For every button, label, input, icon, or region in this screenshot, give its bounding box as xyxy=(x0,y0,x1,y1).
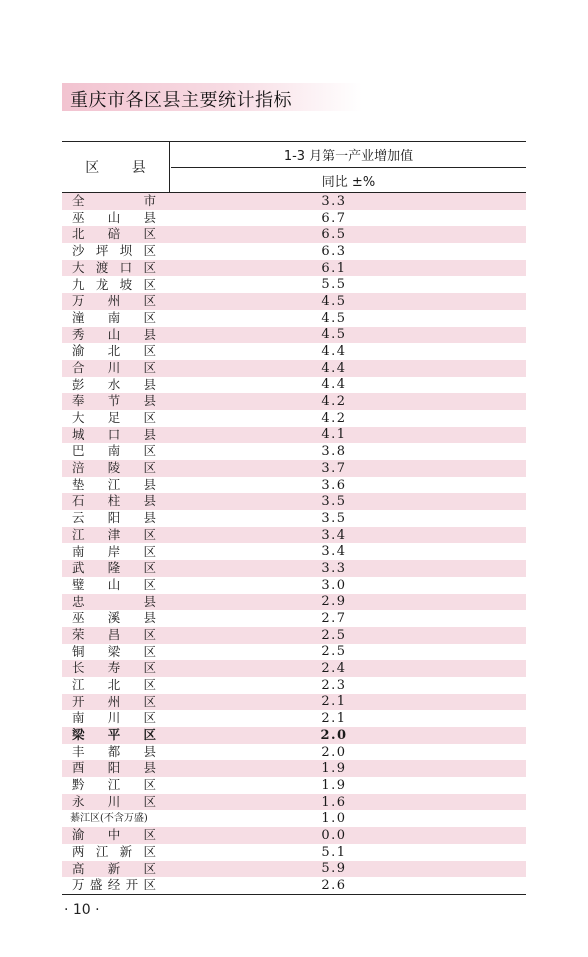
region-name-char: 区 xyxy=(143,410,156,426)
region-name-char: 阳 xyxy=(107,510,121,526)
table-row xyxy=(62,560,526,577)
statistics-table xyxy=(62,141,526,895)
region-name-char: 黔 xyxy=(72,777,85,793)
growth-value: 1.6 xyxy=(321,794,347,810)
region-name-char: 两 xyxy=(72,843,85,859)
growth-value: 2.4 xyxy=(321,661,347,677)
region-name xyxy=(62,377,170,394)
table-row xyxy=(62,327,526,344)
region-name xyxy=(62,644,170,661)
region-name-char: 川 xyxy=(107,359,121,375)
title-band xyxy=(62,83,362,111)
region-name xyxy=(62,443,170,460)
region-name-char: 节 xyxy=(107,393,121,409)
region-name-char: 溪 xyxy=(107,610,121,626)
region-name-char: 涪 xyxy=(72,460,85,476)
region-name-char: 区 xyxy=(143,460,156,476)
region-name xyxy=(62,727,170,744)
growth-value: 2.1 xyxy=(321,711,347,727)
region-name-char: 坡 xyxy=(119,276,133,292)
region-name-char: 县 xyxy=(143,326,156,342)
region-name-char: 区 xyxy=(143,526,156,542)
table-row xyxy=(62,577,526,594)
region-name-char: 坪 xyxy=(95,243,109,259)
table-row xyxy=(62,443,526,460)
region-name-char: 垫 xyxy=(72,476,85,492)
table-row xyxy=(62,260,526,277)
region-name-char: 长 xyxy=(72,660,85,676)
region-name-char: 合 xyxy=(72,359,85,375)
region-name-char: 云 xyxy=(72,510,85,526)
region-name-char: 万 xyxy=(72,877,85,893)
region-name-char: 南 xyxy=(107,309,121,325)
region-name-char: 城 xyxy=(72,426,85,442)
region-name xyxy=(62,293,170,310)
region-name-char: 足 xyxy=(107,410,121,426)
table-row xyxy=(62,660,526,677)
table-row xyxy=(62,744,526,761)
region-name-char: 巫 xyxy=(72,610,85,626)
table-row xyxy=(62,844,526,861)
region-name-char: 县 xyxy=(143,510,156,526)
region-name-char: 水 xyxy=(107,376,121,392)
region-name-char: 区 xyxy=(143,777,156,793)
region-name-char: 南 xyxy=(72,710,85,726)
growth-value: 3.5 xyxy=(321,510,347,526)
region-name xyxy=(62,877,170,894)
region-name-char: 武 xyxy=(72,560,85,576)
region-name xyxy=(62,360,170,377)
growth-value: 2.0 xyxy=(321,744,347,760)
region-name-char: 州 xyxy=(107,293,121,309)
region-name-char: 口 xyxy=(119,259,133,275)
table-row xyxy=(62,477,526,494)
region-name-char: 区 xyxy=(143,309,156,325)
region-name-char: 潼 xyxy=(72,309,85,325)
region-name-char: 区 xyxy=(143,243,156,259)
region-name-char: 江 xyxy=(72,677,85,693)
header-region: 区 县 xyxy=(62,142,170,192)
table-row xyxy=(62,694,526,711)
growth-value: 3.7 xyxy=(321,460,347,476)
region-name xyxy=(62,193,170,210)
table-row xyxy=(62,410,526,427)
region-name xyxy=(62,427,170,444)
region-name-char: 山 xyxy=(107,576,121,592)
table-row xyxy=(62,510,526,527)
region-name-char: 县 xyxy=(143,476,156,492)
region-name-char: 新 xyxy=(119,843,133,859)
region-name-char: 区 xyxy=(143,276,156,292)
region-name-char: 全 xyxy=(72,193,85,209)
table-row xyxy=(62,276,526,293)
region-name-char: 北 xyxy=(107,343,121,359)
region-name-char: 区 xyxy=(143,543,156,559)
region-name-char: 区 xyxy=(143,827,156,843)
region-name-char: 区 xyxy=(143,259,156,275)
table-row xyxy=(62,877,526,894)
region-name-char: 口 xyxy=(107,426,121,442)
region-name-char: 酉 xyxy=(72,760,85,776)
growth-value: 6.3 xyxy=(321,243,347,259)
region-name-char: 江 xyxy=(72,526,85,542)
region-name xyxy=(62,777,170,794)
region-name-char: 丰 xyxy=(72,743,85,759)
region-name-char: 梁 xyxy=(72,727,85,743)
region-name-char: 区 xyxy=(143,877,156,893)
region-name xyxy=(62,410,170,427)
region-name xyxy=(62,810,170,827)
region-name xyxy=(62,627,170,644)
region-name-char: 开 xyxy=(72,693,85,709)
region-name xyxy=(62,827,170,844)
growth-value: 2.5 xyxy=(321,627,347,643)
region-name-char: 区 xyxy=(143,793,156,809)
region-name-char: 奉 xyxy=(72,393,85,409)
region-name-char: 彭 xyxy=(72,376,85,392)
growth-value: 2.5 xyxy=(321,644,347,660)
region-name-char: 大 xyxy=(72,410,85,426)
region-name-char: 区 xyxy=(143,443,156,459)
region-name xyxy=(62,710,170,727)
region-name-char: 区 xyxy=(143,660,156,676)
table-row xyxy=(62,243,526,260)
table-row xyxy=(62,226,526,243)
table-row xyxy=(62,493,526,510)
region-name-char: 县 xyxy=(143,209,156,225)
region-name-char: 高 xyxy=(72,860,85,876)
table-body xyxy=(62,193,526,894)
table-row xyxy=(62,627,526,644)
region-name-char: 昌 xyxy=(107,626,121,642)
region-name-char: 铜 xyxy=(72,643,85,659)
region-name-char: 县 xyxy=(143,493,156,509)
growth-value: 3.8 xyxy=(321,444,347,460)
region-name-char: 中 xyxy=(107,827,121,843)
region-name-char: 荣 xyxy=(72,626,85,642)
table-header xyxy=(62,141,526,193)
region-name xyxy=(62,744,170,761)
growth-value: 4.1 xyxy=(321,427,347,443)
growth-value: 3.4 xyxy=(321,527,347,543)
region-name xyxy=(62,226,170,243)
region-name-char: 江 xyxy=(107,777,121,793)
region-name-char: 北 xyxy=(107,677,121,693)
table-row xyxy=(62,794,526,811)
region-name-char: 柱 xyxy=(107,493,121,509)
table-bottom-rule xyxy=(62,894,526,895)
region-name xyxy=(62,861,170,878)
region-name-char: 区 xyxy=(143,677,156,693)
region-name-char: 巴 xyxy=(72,443,85,459)
table-row xyxy=(62,377,526,394)
region-name xyxy=(62,794,170,811)
region-name-char: 县 xyxy=(143,743,156,759)
region-name-char: 坝 xyxy=(119,243,133,259)
table-row xyxy=(62,460,526,477)
region-name-char: 江 xyxy=(95,843,109,859)
region-name-char: 陵 xyxy=(107,460,121,476)
region-name xyxy=(62,760,170,777)
growth-value: 3.4 xyxy=(321,544,347,560)
growth-value: 4.5 xyxy=(321,310,347,326)
region-name-char: 川 xyxy=(107,793,121,809)
growth-value: 6.5 xyxy=(321,227,347,243)
region-name-char: 区 xyxy=(143,843,156,859)
region-name-char: 州 xyxy=(107,693,121,709)
table-row xyxy=(62,710,526,727)
region-name xyxy=(62,276,170,293)
region-name-char: 区 xyxy=(143,226,156,242)
growth-value: 3.3 xyxy=(321,560,347,576)
region-name-char: 綦江区(不含万盛) xyxy=(70,812,148,824)
region-name xyxy=(62,543,170,560)
table-row xyxy=(62,810,526,827)
region-name xyxy=(62,560,170,577)
growth-value: 4.5 xyxy=(321,327,347,343)
region-name-char: 区 xyxy=(143,359,156,375)
region-name-char: 璧 xyxy=(72,576,85,592)
table-row xyxy=(62,644,526,661)
growth-value: 3.3 xyxy=(321,193,347,209)
growth-value: 1.0 xyxy=(321,811,347,827)
growth-value: 3.6 xyxy=(321,477,347,493)
region-name-char: 大 xyxy=(72,259,85,275)
header-indicator: 1-3 月第一产业增加值 xyxy=(171,142,526,168)
table-row xyxy=(62,610,526,627)
growth-value: 2.3 xyxy=(321,677,347,693)
region-name-char: 江 xyxy=(107,476,121,492)
table-row xyxy=(62,594,526,611)
page-title: 重庆市各区县主要统计指标 xyxy=(70,90,292,111)
region-name-char: 县 xyxy=(143,376,156,392)
growth-value: 2.0 xyxy=(320,727,348,743)
region-name-char: 区 xyxy=(143,860,156,876)
table-row xyxy=(62,677,526,694)
region-name-char: 津 xyxy=(107,526,121,542)
region-name-char: 万 xyxy=(72,293,85,309)
growth-value: 4.2 xyxy=(321,410,347,426)
region-name-char: 龙 xyxy=(95,276,109,292)
region-name-char: 北 xyxy=(72,226,85,242)
table-row xyxy=(62,293,526,310)
region-name-char: 隆 xyxy=(107,560,121,576)
region-name xyxy=(62,694,170,711)
table-row xyxy=(62,777,526,794)
growth-value: 6.7 xyxy=(321,210,347,226)
region-name-char: 区 xyxy=(143,343,156,359)
region-name-char: 经 xyxy=(107,877,121,893)
region-name-char: 秀 xyxy=(72,326,85,342)
region-name-char: 南 xyxy=(107,443,121,459)
region-name xyxy=(62,527,170,544)
region-name-char: 开 xyxy=(125,877,139,893)
region-name-char: 山 xyxy=(107,209,121,225)
region-name-char: 梁 xyxy=(107,643,121,659)
header-unit: 同比 ±% xyxy=(321,174,376,190)
table-row xyxy=(62,543,526,560)
region-name-char: 寿 xyxy=(107,660,121,676)
growth-value: 5.1 xyxy=(321,844,347,860)
growth-value: 0.0 xyxy=(321,827,347,843)
growth-value: 4.4 xyxy=(321,377,347,393)
region-name-char: 县 xyxy=(143,593,156,609)
region-name-char: 渝 xyxy=(72,343,85,359)
region-name-char: 区 xyxy=(143,727,156,743)
growth-value: 4.4 xyxy=(321,360,347,376)
growth-value: 2.7 xyxy=(321,611,347,627)
region-name xyxy=(62,594,170,611)
region-name-char: 都 xyxy=(107,743,121,759)
region-name-char: 巫 xyxy=(72,209,85,225)
region-name-char: 区 xyxy=(143,710,156,726)
table-row xyxy=(62,360,526,377)
table-row xyxy=(62,760,526,777)
growth-value: 2.9 xyxy=(321,594,347,610)
growth-value: 3.5 xyxy=(321,494,347,510)
region-name xyxy=(62,610,170,627)
region-name-char: 县 xyxy=(143,760,156,776)
region-name xyxy=(62,343,170,360)
region-name-char: 山 xyxy=(107,326,121,342)
region-name-char: 碚 xyxy=(107,226,121,242)
region-name-char: 区 xyxy=(143,626,156,642)
region-name xyxy=(62,577,170,594)
region-name-char: 区 xyxy=(143,293,156,309)
region-name-char: 市 xyxy=(143,193,156,209)
region-name xyxy=(62,493,170,510)
region-name-char: 平 xyxy=(107,727,121,743)
table-row xyxy=(62,827,526,844)
region-name-char: 县 xyxy=(143,610,156,626)
region-name-char: 新 xyxy=(107,860,121,876)
growth-value: 5.9 xyxy=(321,861,347,877)
growth-value: 2.1 xyxy=(321,694,347,710)
table-row xyxy=(62,861,526,878)
region-name xyxy=(62,677,170,694)
region-name-char: 县 xyxy=(143,393,156,409)
region-name xyxy=(62,327,170,344)
region-name-char: 南 xyxy=(72,543,85,559)
table-row xyxy=(62,193,526,210)
region-name xyxy=(62,310,170,327)
region-name-char: 渡 xyxy=(95,259,109,275)
region-name-char: 沙 xyxy=(72,243,85,259)
region-name xyxy=(62,660,170,677)
region-name xyxy=(62,260,170,277)
region-name xyxy=(62,243,170,260)
region-name-char: 九 xyxy=(72,276,85,292)
region-name-char: 区 xyxy=(143,560,156,576)
growth-value: 4.2 xyxy=(321,394,347,410)
region-name-char: 石 xyxy=(72,493,85,509)
growth-value: 4.4 xyxy=(321,344,347,360)
table-row xyxy=(62,310,526,327)
region-name-char: 县 xyxy=(143,426,156,442)
region-name-char: 永 xyxy=(72,793,85,809)
table-row xyxy=(62,393,526,410)
region-name-char: 区 xyxy=(143,643,156,659)
growth-value: 1.9 xyxy=(321,777,347,793)
table-row xyxy=(62,427,526,444)
table-row xyxy=(62,727,526,744)
region-name-char: 区 xyxy=(143,576,156,592)
growth-value: 3.0 xyxy=(321,577,347,593)
page-number: · 10 · xyxy=(64,902,100,918)
region-name-char: 渝 xyxy=(72,827,85,843)
region-name-char: 盛 xyxy=(89,877,103,893)
growth-value: 4.5 xyxy=(321,293,347,309)
region-name xyxy=(62,844,170,861)
region-name-char: 阳 xyxy=(107,760,121,776)
region-name-char: 忠 xyxy=(72,593,85,609)
region-name xyxy=(62,210,170,227)
growth-value: 6.1 xyxy=(321,260,347,276)
region-name-char: 川 xyxy=(107,710,121,726)
region-name-char: 岸 xyxy=(107,543,121,559)
region-name xyxy=(62,393,170,410)
region-name xyxy=(62,460,170,477)
growth-value: 1.9 xyxy=(321,761,347,777)
growth-value: 5.5 xyxy=(321,277,347,293)
region-name xyxy=(62,510,170,527)
table-row xyxy=(62,343,526,360)
region-name xyxy=(62,477,170,494)
table-row xyxy=(62,527,526,544)
table-row xyxy=(62,210,526,227)
growth-value: 2.6 xyxy=(321,878,347,894)
region-name-char: 区 xyxy=(143,693,156,709)
